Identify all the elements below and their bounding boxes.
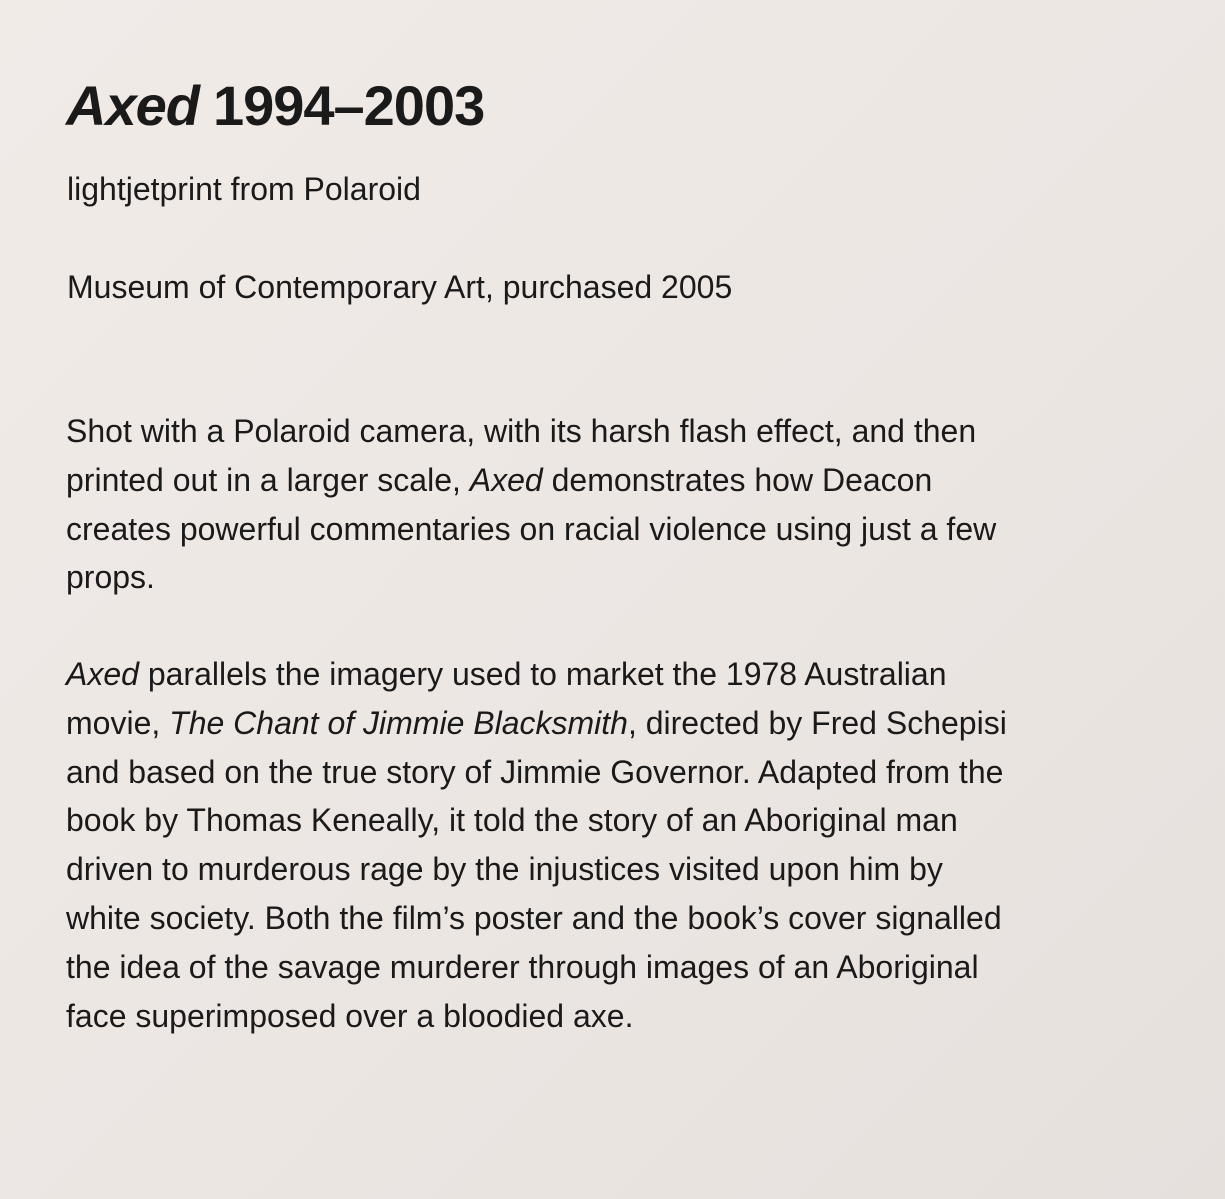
italic-work-title: Axed [66,656,139,692]
text-line: creates powerful commentaries on racial violence using just a few [66,510,997,547]
text-line: Shot with a Polaroid camera, with its harsh flash effect, and then [66,413,977,449]
artwork-credit-line: Museum of Contemporary Art, purchased 2005 [67,269,733,305]
text-line: props. [66,559,155,596]
text-line: white society. Both the film’s poster and the book’s cover signalled [66,899,1002,936]
italic-film-title: The Chant of Jimmie Blacksmith [169,704,628,741]
artwork-medium: lightjetprint from Polaroid [67,171,421,207]
text-line: the idea of the savage murderer through images of an Aboriginal [66,948,979,985]
text-line: driven to murderous rage by the injustices visited upon him by [66,851,943,888]
text-line [66,456,1166,505]
text-line [66,699,1166,748]
text-segment: demonstrates how Deacon [542,461,933,498]
description-paragraph-2 [66,650,1166,1040]
italic-work-title: Axed [469,461,543,498]
text-segment: printed out in a larger scale, [66,461,470,498]
text-line: book by Thomas Keneally, it told the story of an Aboriginal man [66,802,958,839]
text-segment: parallels the imagery used to market the 1978 Australian [138,656,947,692]
text-line [66,650,1166,699]
artwork-title [66,74,484,138]
description-paragraph-1 [66,407,1166,602]
text-line: face superimposed over a bloodied axe. [66,997,634,1034]
text-segment: , directed by Fred Schepisi [627,704,1007,741]
text-line: and based on the true story of Jimmie Governor. Adapted from the [66,753,1004,790]
text-segment: movie, [66,704,170,741]
artwork-title-work: Axed [66,74,199,137]
artwork-title-dates: 1994–2003 [212,74,485,137]
